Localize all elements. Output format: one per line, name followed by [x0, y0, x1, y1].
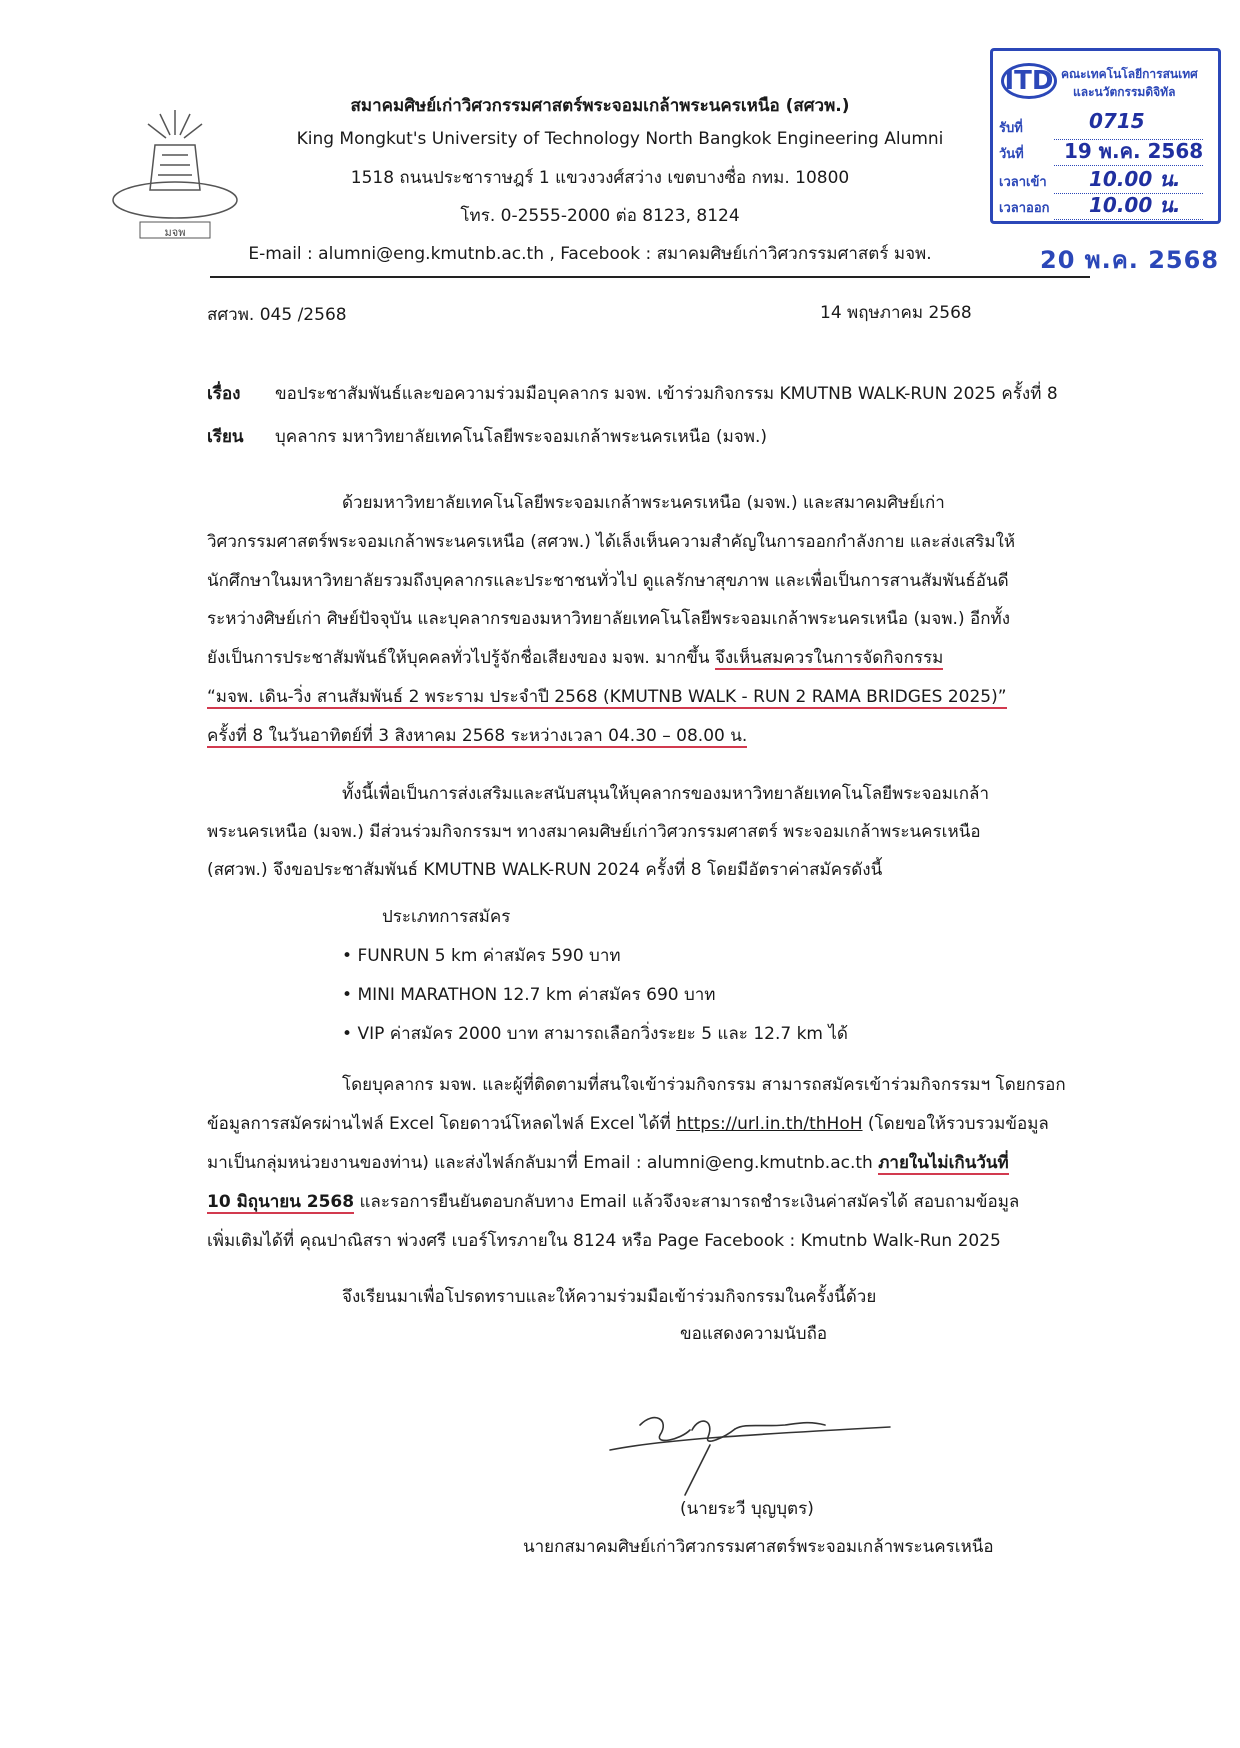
- p2-line3: (สศวพ.) จึงขอประชาสัมพันธ์ KMUTNB WALK-RUN 2024 ครั้งที่ 8 โดยมีอัตราค่าสมัครดังนี้: [207, 860, 883, 880]
- stamp-org-line2: และนวัตกรรมดิจิทัล: [1073, 85, 1176, 99]
- stamp-date-value: 19 พ.ค. 2568: [1064, 139, 1204, 163]
- p2-line2: พระนครเหนือ (มจพ.) มีส่วนร่วมกิจกรรมฯ ทางสมาคมศิษย์เก่าวิศวกรรมศาสตร์ พระจอมเกล้าพระนครเหนือ: [207, 822, 981, 842]
- p3-line2a: ข้อมูลการสมัครผ่านไฟล์ Excel โดยดาวน์โหลดไฟล์ Excel ได้ที่: [207, 1114, 677, 1134]
- to-text: บุคลากร มหาวิทยาลัยเทคโนโลยีพระจอมเกล้าพระนครเหนือ (มจพ.): [275, 427, 767, 447]
- p3-line2b: (โดยขอให้รวบรวมข้อมูล: [862, 1114, 1049, 1134]
- category-item: • FUNRUN 5 km ค่าสมัคร 590 บาท: [342, 937, 621, 975]
- p1-line2: วิศวกรรมศาสตร์พระจอมเกล้าพระนครเหนือ (สศวพ.) ได้เล็งเห็นความสำคัญในการออกกำลังกาย และส่งเสริมให้: [207, 532, 1016, 552]
- association-address: 1518 ถนนประชาราษฎร์ 1 แขวงวงศ์สว่าง เขตบางซื่อ กทม. 10800: [350, 168, 850, 188]
- p1-line3: นักศึกษาในมหาวิทยาลัยรวมถึงบุคลากรและประชาชนทั่วไป ดูแลรักษาสุขภาพ และเพื่อเป็นการสานสัมพันธ์อันดี: [207, 571, 1009, 591]
- stamp-received-value: 0715: [1089, 109, 1145, 133]
- p1-event-name: “มจพ. เดิน-วิ่ง สานสัมพันธ์ 2 พระราม ประจำปี 2568 (KMUTNB WALK - RUN 2 RAMA BRIDGES 2025)”: [207, 687, 1007, 707]
- p1-line5a: ยังเป็นการประชาสัมพันธ์ให้บุคคลทั่วไปรู้จักชื่อเสียงของ มจพ. มากขึ้น: [207, 648, 715, 668]
- receiving-stamp: [990, 48, 1221, 224]
- regards-text: ขอแสดงความนับถือ: [680, 1324, 828, 1344]
- association-english-name: King Mongkut's University of Technology North Bangkok Engineering Alumni: [296, 129, 944, 149]
- p3-line4b: และรอการยืนยันตอบกลับทาง Email แล้วจึงจะสามารถชำระเงินค่าสมัครได้ สอบถามข้อมูล: [354, 1192, 1020, 1212]
- subject-text: ขอประชาสัมพันธ์และขอความร่วมมือบุคลากร มจพ. เข้าร่วมกิจกรรม KMUTNB WALK-RUN 2025 ครั้งที่ 8: [275, 384, 1058, 404]
- p1-line1: ด้วยมหาวิทยาลัยเทคโนโลยีพระจอมเกล้าพระนครเหนือ (มจพ.) และสมาคมศิษย์เก่า: [342, 493, 945, 513]
- registration-link[interactable]: https://url.in.th/thHoH: [676, 1114, 863, 1134]
- p1-line5b: จึงเห็นสมควรในการจัดกิจกรรม: [714, 648, 944, 668]
- stamp-received-label: รับที่: [999, 121, 1023, 136]
- p1-line4: ระหว่างศิษย์เก่า ศิษย์ปัจจุบัน และบุคลากรของมหาวิทยาลัยเทคโนโลยีพระจอมเกล้าพระนครเหนือ (มจพ.) อีกทั้ง: [207, 609, 1011, 629]
- deadline-part2: 10 มิถุนายน 2568: [207, 1192, 355, 1212]
- category-item: • VIP ค่าสมัคร 2000 บาท สามารถเลือกวิ่งระยะ 5 และ 12.7 km ได้: [342, 1015, 848, 1053]
- p2-line1: ทั้งนี้เพื่อเป็นการส่งเสริมและสนับสนุนให้บุคลากรของมหาวิทยาลัยเทคโนโลยีพระจอมเกล้า: [342, 784, 990, 804]
- reference-number: สศวพ. 045 /2568: [207, 305, 347, 325]
- stamp-logo: ITD: [1001, 63, 1057, 99]
- logo-label: มจพ: [164, 226, 186, 239]
- second-date-stamp: 20 พ.ค. 2568: [1040, 246, 1220, 274]
- stamp-org-line1: คณะเทคโนโลยีการสนเทศ: [1061, 67, 1198, 81]
- stamp-time-in-label: เวลาเข้า: [999, 175, 1047, 190]
- letter-date: 14 พฤษภาคม 2568: [820, 303, 972, 323]
- contact-email[interactable]: alumni@eng.kmutnb.ac.th: [646, 1153, 873, 1173]
- category-item: • MINI MARATHON 12.7 km ค่าสมัคร 690 บาท: [342, 976, 716, 1014]
- association-phone: โทร. 0-2555-2000 ต่อ 8123, 8124: [460, 206, 740, 226]
- signer-title: นายกสมาคมศิษย์เก่าวิศวกรรมศาสตร์พระจอมเกล้าพระนครเหนือ: [523, 1537, 994, 1557]
- subject-label: เรื่อง: [207, 384, 241, 404]
- deadline-part1: ภายในไม่เกินวันที่: [878, 1153, 1009, 1173]
- p3-line3a: มาเป็นกลุ่มหน่วยงานของท่าน) และส่งไฟล์กลับมาที่ Email :: [207, 1153, 647, 1173]
- stamp-time-out-value: 10.00 น.: [1089, 193, 1181, 217]
- stamp-time-in-value: 10.00 น.: [1089, 167, 1181, 191]
- categories-title: ประเภทการสมัคร: [382, 907, 511, 927]
- p1-event-date: ครั้งที่ 8 ในวันอาทิตย์ที่ 3 สิงหาคม 2568 ระหว่างเวลา 04.30 – 08.00 น.: [207, 726, 748, 746]
- closing-text: จึงเรียนมาเพื่อโปรดทราบและให้ความร่วมมือเข้าร่วมกิจกรรมในครั้งนี้ด้วย: [342, 1287, 877, 1307]
- p3-line1: โดยบุคลากร มจพ. และผู้ที่ติดตามที่สนใจเข้าร่วมกิจกรรม สามารถสมัครเข้าร่วมกิจกรรมฯ โดยกรอก: [342, 1075, 1066, 1095]
- stamp-time-out-label: เวลาออก: [999, 201, 1050, 216]
- signer-name: (นายระวี บุญบุตร): [680, 1499, 814, 1519]
- p3-line5: เพิ่มเติมได้ที่ คุณปาณิสรา พ่วงศรี เบอร์โทรภายใน 8124 หรือ Page Facebook : Kmutnb Walk-Run 2025: [207, 1231, 1001, 1251]
- to-label: เรียน: [207, 427, 244, 447]
- association-contact: E-mail : alumni@eng.kmutnb.ac.th , Facebook : สมาคมศิษย์เก่าวิศวกรรมศาสตร์ มจพ.: [248, 244, 932, 264]
- association-thai-name: สมาคมศิษย์เก่าวิศวกรรมศาสตร์พระจอมเกล้าพระนครเหนือ (สศวพ.): [350, 96, 850, 116]
- stamp-date-label: วันที่: [999, 147, 1024, 162]
- header-divider: [210, 276, 1090, 278]
- signature: [600, 1385, 900, 1500]
